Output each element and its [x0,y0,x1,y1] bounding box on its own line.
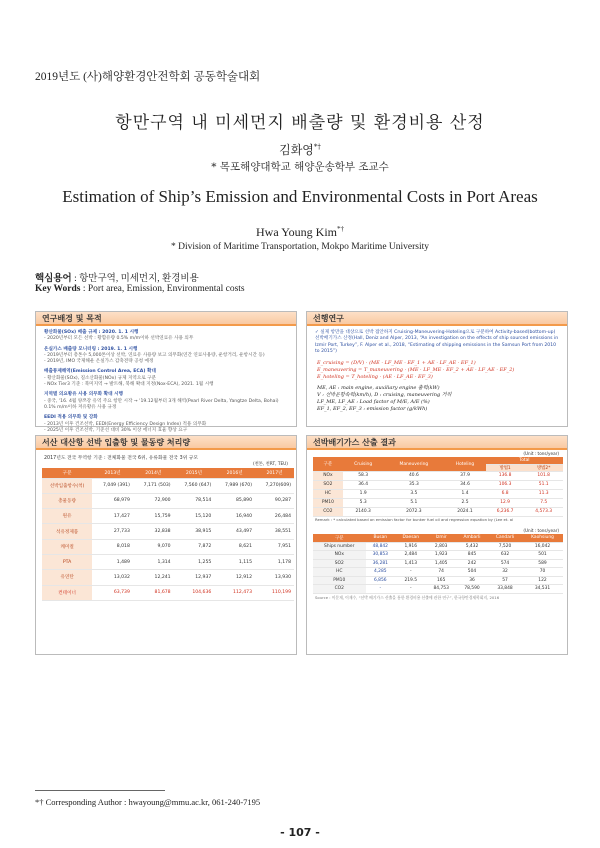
table-cell: 16,940 [214,509,255,524]
table-cell: 74 [426,568,456,577]
table-cell: 13,032 [92,570,133,585]
table-cell: 574 [488,559,522,568]
table-cell: 122 [522,576,563,585]
table-cell: 36,281 [366,559,396,568]
table-row [313,585,563,594]
table-row [42,478,294,493]
table-cell: 32,838 [133,524,174,539]
table-cell: 1,115 [214,554,255,569]
table-caption: 2017년도 전국 무역항 기준 : 전체화물 전국 6위, 유류화물 전국 3위 규모 [44,456,199,461]
table-row [42,585,294,600]
table-cell: 1,178 [255,554,294,569]
table-cell: 8,018 [92,539,133,554]
table-row [313,507,563,516]
table-cell: CO2 [313,585,366,594]
section-detail: 0.1% m/m이하 저유황유 사용 규정 [44,404,117,410]
page-number: - 107 - [280,826,320,839]
table-cell: 72,900 [133,493,174,508]
section-heading: EEDI 적용 의무화 및 강화 [44,415,98,421]
table-cell: 4,573.3 [524,507,563,516]
table-row [313,576,563,585]
affiliation-english: * Division of Maritime Transportation, Mokpo Maritime University [170,242,430,252]
table-header: 2014년 [133,468,174,478]
title-korean: 항만구역 내 미세먼지 배출량 및 환경비용 산정 [115,113,485,133]
table-row [313,498,563,507]
table-cell: 504 [456,568,488,577]
formula-note: LF_ME, LF_AE : Load factor of M/E, A/E (%) [317,399,430,406]
panel-header: 연구배경 및 목적 [36,312,296,326]
panel-emission-results [306,435,568,655]
table-cell: 유연탄 [42,570,92,585]
table-cell: 케미컬 [42,539,92,554]
section-heading: 온실가스 배출량 모니터링 : 2019. 1. 1 시행 [44,346,138,352]
table-header: Candarli [488,534,522,542]
table-cell: 12,912 [214,570,255,585]
table-cell: 7,989 (670) [214,478,255,493]
port-comparison-table [313,534,563,594]
port-traffic-table [42,468,294,601]
table-header: Cruising [343,457,384,471]
table-cell: PTA [42,554,92,569]
table-cell: 12,937 [174,570,215,585]
table-row [313,489,563,498]
panel-header: 선박배기가스 산출 결과 [307,436,567,450]
table-cell: 30,853 [366,551,396,560]
table-cell: HC [313,568,366,577]
table-header: Busan [366,534,396,542]
table-row [313,480,563,489]
table-cell: 845 [456,551,488,560]
panel-prior-research [306,311,568,427]
table-cell: 15,120 [174,509,215,524]
table-cell: - [366,585,396,594]
table-cell: 37.9 [444,471,486,480]
table-cell: 219.5 [395,576,426,585]
table-cell: SO2 [313,559,366,568]
table-header: Maneuvering [384,457,445,471]
section-detail: - 2019년부터 총톤수 5,000톤이상 선박, 연료유 사용량 보고 의무화(연간 연료사용량, 운항거리, 운항시간 등) [44,352,265,358]
panel-daesan-port [35,435,297,655]
table-cell: PM10 [313,498,343,507]
title-english: Estimation of Ship’s Emission and Environmental Costs in Port Areas [62,187,538,206]
table-cell: 136.8 [486,471,525,480]
table-cell: 8,621 [214,539,255,554]
author-korean: 김화영*† [279,143,321,157]
table-cell: 6.8 [486,489,525,498]
footnote-divider [35,790,165,791]
table-row [42,524,294,539]
table-cell: 58.3 [343,471,384,480]
formula-hoteling: E_hoteling = T_hoteling · (AE · LF_AE · EF_3) [317,374,433,381]
table-header: 2017년 [255,468,294,478]
table-cell: 17,427 [92,509,133,524]
table-cell: HC [313,489,343,498]
table-cell: 15,759 [133,509,174,524]
table-cell: NOx [313,551,366,560]
table-cell: 6,856 [366,576,396,585]
table-cell: 1,413 [395,559,426,568]
section-detail: - 2020년부터 모든 선박 : 황함유량 0.5% m/m이하 선박연료유 사용 의무 [44,336,194,342]
table-cell: 36.4 [343,480,384,489]
table-cell: 1,489 [92,554,133,569]
table-cell: 110,199 [255,585,294,600]
table-cell: 1.9 [343,489,384,498]
table-cell: NOx [313,471,343,480]
section-heading: 지역별 의요황유 사용 의무화 확대 시행 [44,392,123,398]
table-cell: 34.6 [444,480,486,489]
table-cell: 석유정제품 [42,524,92,539]
table-cell: 9,070 [133,539,174,554]
table-cell: 총물동량 [42,493,92,508]
table-source: Source : 이문재, 이재수, “선박 배기가스 산출을 통한 환경비용 산출에 관한 연구”, 한국항만경제학회지, 2016 [315,594,500,600]
table-cell: SO2 [313,480,343,489]
table-header: 구분 [313,534,366,542]
table-header: Daesan [395,534,426,542]
table-cell: CO2 [313,507,343,516]
table-row [42,493,294,508]
table-header: 2015년 [174,468,215,478]
table-row [42,554,294,569]
table-cell: 5.3 [343,498,384,507]
table-cell: 1.4 [444,489,486,498]
table-cell: 165 [426,576,456,585]
table-cell: 27,733 [92,524,133,539]
prior-research-intro: ✓ 실제 항만을 대상으로 선박 접안하지 Cruising-Maneuvering-Hoteling으로 구분하여 Activity-based(bottom-up)선박배기가스 산정(Hall, Deniz and Alper, 2013, “An investigation on the effects of ship sourced emissions in Izmir Port, Turkey”, F. Alper et al., 2018, “Estimating of shipping emissions in the Samsun Port from 2010 to 2015”) [315,330,559,354]
table-cell: 34,531 [522,585,563,594]
table-cell: 2,803 [426,542,456,551]
section-heading: 황산화물(SOx) 배출 규제 : 2020. 1. 1 시행 [44,330,139,335]
table-cell: 33,848 [488,585,522,594]
formula-note: EF_1, EF_2, EF_3 : emission factor (g/kWh) [317,406,428,413]
table-cell: 7,951 [255,539,294,554]
table-cell: 13,930 [255,570,294,585]
table-cell: 32 [488,568,522,577]
formula-note: V : 선박운항속력(km/h), D : cruising, maneuvering 거리 [317,392,452,399]
formula-cruising: E_cruising = (D/V) · (ME · LF_ME · EF_1 + AE · LF_AE · EF_1) [317,360,476,367]
section-detail: - NOx Tier3 기준 : 북미지역 → 발트해, 북해 확대 지정(Nox-ECA), 2021. 1월 시행 [44,382,214,388]
table-cell: 12.9 [486,498,525,507]
panel-header: 서산 대산항 선박 입출항 및 물동량 처리량 [36,436,296,450]
table-cell: 26,484 [255,509,294,524]
table-unit: (천톤, 천RT, TEU) [252,462,288,468]
table-cell: 16,042 [522,542,563,551]
table-remark: Remark : * calculated based on emission factor for bunker fuel oil and regression equation by (Lee et. al [315,516,514,522]
table-row [313,559,563,568]
table-cell: 106.3 [486,480,525,489]
table-cell: 51.1 [524,480,563,489]
table-cell: - [395,568,426,577]
table-cell: 7,872 [174,539,215,554]
table-cell: 7,049 (391) [92,478,133,493]
author-english: Hwa Young Kim*† [255,225,344,239]
affiliation-korean: * 목포해양대학교 해양운송학부 조교수 [211,161,389,173]
table-cell: 35.3 [384,480,445,489]
table-cell: 38,915 [174,524,215,539]
table-cell: 3.5 [384,489,445,498]
table-cell: 85,890 [214,493,255,508]
table-cell: 90,287 [255,493,294,508]
table-cell: 112,473 [214,585,255,600]
table-cell: 632 [488,551,522,560]
table-cell: 104,636 [174,585,215,600]
table-row [313,568,563,577]
table-cell: 2024.1 [444,507,486,516]
table-cell: 7.5 [524,498,563,507]
section-heading: 배출통제해역(Emission Control Area, ECA) 확대 [44,369,156,375]
table-row [313,471,563,480]
section-detail: - 황산화물(SOx), 질소산화물(NOx) 규제 지역으로 구분 [44,375,157,381]
table-header: Kaohsiung [522,534,563,542]
table-cell: PM10 [313,576,366,585]
table-row [42,570,294,585]
table-cell: 57 [488,576,522,585]
table-cell: 68,979 [92,493,133,508]
formula-list [307,360,567,413]
formula-maneuvering: E_maneuvering = T_maneuvering · (ME · LF_ME · EF_2 + AE · LF_AE · EF_2) [317,367,515,374]
table-cell: 원유 [42,509,92,524]
table-row [313,551,563,560]
table-subheader: 방법2* [524,464,563,471]
table-cell: 1,923 [426,551,456,560]
table-cell: 101.8 [524,471,563,480]
table-cell: 12,241 [133,570,174,585]
emission-table [313,457,563,517]
table-cell: 589 [522,559,563,568]
table-row [42,509,294,524]
table-cell: 선박입출항수(척) [42,478,92,493]
table-cell: 38,551 [255,524,294,539]
section-detail: - 2019년, IMO 국제해운 온실가스 감축전략 공청 예정 [44,359,154,365]
table-row [42,539,294,554]
table-cell: 40.6 [384,471,445,480]
footnote: *† Corresponding Author : hwayoung@mmu.ac.kr, 061-240-7195 [35,797,261,807]
table-header: 2013년 [92,468,133,478]
table-cell: 81,678 [133,585,174,600]
table-cell: Ships number [313,542,366,551]
table-cell: 48,842 [366,542,396,551]
table-header: 2016년 [214,468,255,478]
section-detail: - 2025년 이후 건조선박, 기준선 대비 30% 이상 에너지 효율 향상 요구 [44,427,188,433]
table-cell: 78,514 [174,493,215,508]
table-subheader: 방법1 [486,464,525,471]
table-header: Ambarli [456,534,488,542]
table-header: Hoteling [444,457,486,471]
conference-name: 2019년도 (사)해양환경안전학회 공동학술대회 [35,71,261,83]
table-cell: 501 [522,551,563,560]
table-cell: 84,753 [426,585,456,594]
table-unit: (Unit : tons/year) [523,527,559,533]
table-cell: 5,432 [456,542,488,551]
formula-note: ME, AE : main engine, auxiliary engine 출력(kW) [317,385,440,392]
table-cell: 2.5 [444,498,486,507]
section-detail: - 2013년 이후 건조선박, EEDI(Energy Efficiency Design Index) 적용 의무화 [44,421,207,427]
table-cell: 70 [522,568,563,577]
panel-body [36,330,296,434]
table-cell: 242 [456,559,488,568]
table-cell: 4,285 [366,568,396,577]
table-cell: 2140.3 [343,507,384,516]
panel-background [35,311,297,433]
keywords-korean: 핵심용어 : 항만구역, 미세먼지, 환경비용 [35,274,199,284]
table-header: Izmir [426,534,456,542]
table-cell: 2,484 [395,551,426,560]
table-cell: 1,255 [174,554,215,569]
table-header: Total [486,457,563,464]
table-cell: 7,520 [488,542,522,551]
table-cell: 5.1 [384,498,445,507]
keywords-english: Key Words : Port area, Emission, Environmental costs [35,284,245,294]
table-cell: 7,560 (647) [174,478,215,493]
table-cell: 6,236.7 [486,507,525,516]
panel-header: 선행연구 [307,312,567,326]
table-cell: 7,270(609) [255,478,294,493]
table-cell: 63,739 [92,585,133,600]
table-header: 구분 [313,457,343,471]
table-cell: 36 [456,576,488,585]
section-detail: - 중국, '16. 4월 양쯔강 유역 주요 항만 시작 → '19.12월부터 3개 해역(Pearl River Delta, Yangtze Delta, Bohai) [44,398,279,404]
table-cell: 1,314 [133,554,174,569]
table-cell: 43,497 [214,524,255,539]
table-row [313,542,563,551]
table-cell: 1,916 [395,542,426,551]
table-cell: 1,405 [426,559,456,568]
table-cell: 컨테이너 [42,585,92,600]
table-header: 구분 [42,468,92,478]
table-cell: 7,171 (503) [133,478,174,493]
table-cell: - [395,585,426,594]
table-cell: 11.3 [524,489,563,498]
table-unit: (Unit : tons/year) [523,451,559,456]
table-cell: 2072.3 [384,507,445,516]
table-cell: 78,590 [456,585,488,594]
